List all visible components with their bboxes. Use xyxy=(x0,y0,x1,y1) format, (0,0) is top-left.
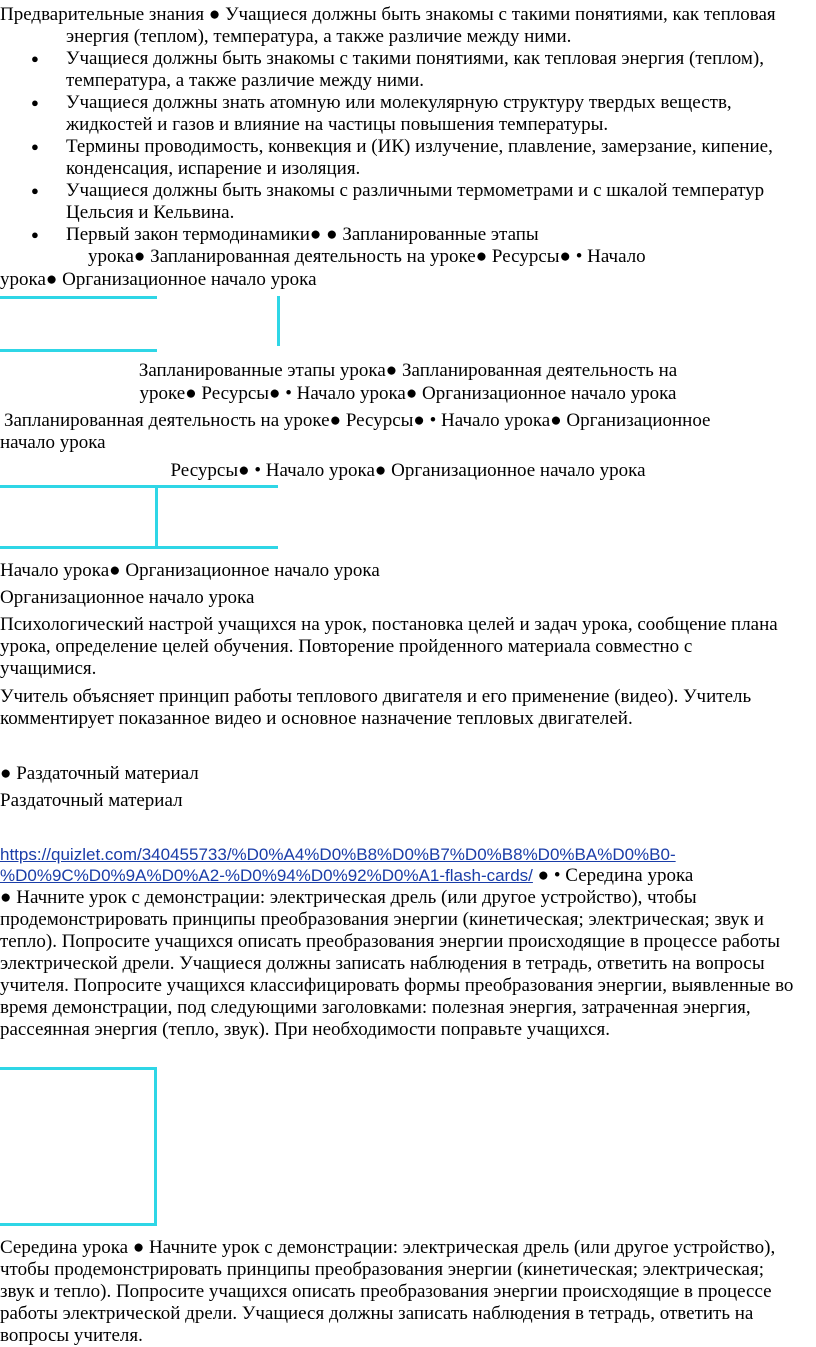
list-item: ● Учащиеся должны быть знакомы с различными термометрами и с шкалой температур Цельсия и Кельвина. xyxy=(0,180,806,224)
list-item: ● Термины проводимость, конвекция и (ИК) излучение, плавление, замерзание, кипение, конденсация, испарение и изоляция. xyxy=(0,136,806,180)
teacher-paragraph: Учитель объясняет принцип работы теплового двигателя и его применение (видео). Учитель комментирует показанное видео и основное назначение тепловых двигателей. xyxy=(0,686,752,729)
link-line xyxy=(0,865,816,887)
link-line xyxy=(0,844,816,866)
section-heading: Организационное начало урока xyxy=(0,587,255,608)
table-divider xyxy=(277,296,280,346)
intro-title: Предварительные знания xyxy=(0,4,205,25)
quizlet-link-continued[interactable]: %D0%9C%D0%9A%D0%A2-%D0%94%D0%92%D0%A1-flash-cards/ xyxy=(0,866,533,885)
quizlet-link[interactable]: https://quizlet.com/340455733/%D0%A4%D0%B8%D0%B7%D0%B8%D0%BA%D0%B0- xyxy=(0,845,676,864)
chain-line: урока● Организационное начало урока xyxy=(0,269,317,290)
table-cell-border xyxy=(0,485,278,549)
table-divider xyxy=(155,485,158,546)
chain-line: Запланированная деятельность на уроке● Ресурсы● • Начало урока● Организационное xyxy=(4,410,711,431)
chain-line: начало урока xyxy=(0,432,106,453)
intro-first-text: Учащиеся должны быть знакомы с такими понятиями, как тепловая энергия (теплом), температура, а также различие между ними. xyxy=(66,4,776,47)
chain-line: Запланированные этапы урока● Запланированная деятельность на xyxy=(138,360,678,381)
mid-paragraph: Середина урока ● Начните урок с демонстрации: электрическая дрель (или другое устройство), чтобы продемонстрировать принципы преобразования энергии (кинетическая; электрическая; звук и тепло). Попросите учащихся описать преобразования энергии происходящие в процессе работы электрической дрели. Учащиеся должны записать наблюдения в тетрадь, ответить на вопросы учителя. xyxy=(0,1237,776,1346)
handout-title: Раздаточный материал xyxy=(0,790,183,811)
list-item: ● Учащиеся должны знать атомную или молекулярную структуру твердых веществ, жидкостей и газов и влияние на частицы повышения температуры. xyxy=(0,92,806,136)
table-cell-border xyxy=(0,296,157,352)
chain-line: Ресурсы● • Начало урока● Организационное начало урока xyxy=(170,460,646,481)
list-item: ● Первый закон термодинамики● ● Запланированные этапы xyxy=(0,224,806,246)
list-item: ● Учащиеся должны быть знакомы с такими понятиями, как тепловая энергия (теплом), температура, а также различие между ними. xyxy=(0,48,806,92)
bullet-glyph: ● xyxy=(208,4,221,25)
handout-bullet: ● Раздаточный материал xyxy=(0,763,199,784)
after-link-text: ● • Середина урока xyxy=(537,865,694,886)
chain-line: Начало урока● Организационное начало урока xyxy=(0,560,380,581)
org-paragraph: Психологический настрой учащихся на урок, постановка целей и задач урока, сообщение плана урока, определение целей обучения. Повторение пройденного материала совместно с учащимися. xyxy=(0,614,778,679)
chain-line: урока● Запланированная деятельность на уроке● Ресурсы● • Начало xyxy=(88,246,646,267)
table-cell-border xyxy=(0,1067,157,1226)
demo-paragraph: ● Начните урок с демонстрации: электрическая дрель (или другое устройство), чтобы продемонстрировать принципы преобразования энергии (кинетическая; электрическая; звук и тепло). Попросите учащихся описать преобразования энергии происходящие в процессе работы электрической дрели. Учащиеся должны записать наблюдения в тетрадь, ответить на вопросы учителя. Попросите учащихся классифицировать формы преобразования энергии, выявленные во время демонстрации, под следующими заголовками: полезная энергия, затраченная энергия, рассеянная энергия (тепло, звук). При необходимости поправьте учащихся. xyxy=(0,887,794,1040)
chain-line: уроке● Ресурсы● • Начало урока● Организационное начало урока xyxy=(139,383,677,404)
intro-paragraph xyxy=(0,4,816,48)
prerequisites-list xyxy=(0,48,816,246)
